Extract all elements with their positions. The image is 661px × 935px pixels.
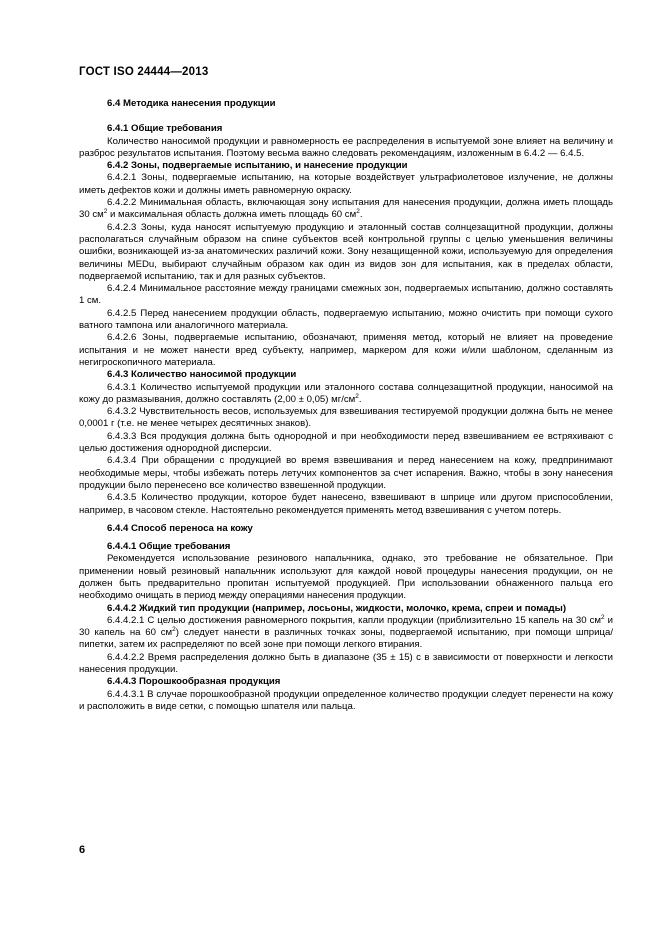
section-heading xyxy=(79,523,613,535)
superscript: 2 xyxy=(356,208,360,216)
body-paragraph xyxy=(79,222,613,283)
section-heading xyxy=(79,541,613,553)
superscript: 2 xyxy=(355,392,359,400)
text-run: Количество наносимой продукции и равномерность ее распределения в испытуемой зоне влияет на величину и разброс результатов испытания. Поэтому весьма важно следовать рекомендациям, изложенным в 6.4.2 — 6.4.5. xyxy=(79,135,613,159)
text-run: 6.4.2.6 Зоны, подвергаемые испытанию, обозначают, применяя метод, который не влияет на проведение испытания и не может нанести вред субъекту, например, маркером для кожи и/или шаблоном, сделанным из негигроскопичного материала. xyxy=(79,332,613,368)
body-paragraph xyxy=(79,406,613,431)
text-run: 6.4.4.2.1 С целью достижения равномерного покрытия, капли продукции (приблизительно 15 капель на 30 см xyxy=(107,614,601,626)
body-paragraph xyxy=(79,492,613,517)
text-run: 6.4.4.3 Порошкообразная продукция xyxy=(107,676,281,688)
text-run: ) следует нанести в различных точках зоны, подвергаемой испытанию, при помощи шприца/пипетки, затем их распределяют по всей зоне при помощи легкого втирания. xyxy=(79,627,613,651)
body-paragraph xyxy=(79,283,613,308)
body-paragraph xyxy=(79,308,613,333)
section-heading xyxy=(79,369,613,381)
body-paragraph xyxy=(79,431,613,456)
text-run: 6.4.2 Зоны, подвергаемые испытанию, и нанесение продукции xyxy=(107,160,408,172)
body-paragraph xyxy=(79,172,613,197)
text-run: и максимальная область должна иметь площадь 60 см xyxy=(107,209,357,221)
text-run: Рекомендуется использование резинового напальчника, однако, это требование не обязательное. При применении новый резиновый напальчник используют для каждой новой процедуры нанесения продукции, он не должен быть предварительно пропитан испытуемой продукцией. При использовании обнаженного пальца его необходимо очищать в период между операциями нанесения продукции. xyxy=(79,553,613,602)
text-run: 6.4.3.5 Количество продукции, которое будет нанесено, взвешивают в шприце или другом приспособлении, например, в часовом стекле. Настоятельно рекомендуется применять метод взвешивания с учетом потерь. xyxy=(79,492,613,516)
text-run: 6.4.2.5 Перед нанесением продукции область, подвергаемую испытанию, можно очистить при помощи сухого ватного тампона или аналогичного материала. xyxy=(79,307,613,332)
text-run: 6.4.3.1 Количество испытуемой продукции или эталонного состава солнцезащитной продукции, наносимой на кожу до размазывания, должно составлять (2,00 ± 0,05) мг/см xyxy=(79,381,613,405)
text-run: 6.4.4.3.1 В случае порошкообразной продукции определенное количество продукции следует перенести на кожу и расположить в виде сетки, с помощью шпателя или пальца. xyxy=(79,688,613,712)
text-run: 6.4.4.2.2 Время распределения должно быть в диапазоне (35 ± 15) с в зависимости от поверхности и легкости нанесения продукции. xyxy=(79,651,613,676)
text-run: 6.4.3 Количество наносимой продукции xyxy=(107,369,297,381)
document-body xyxy=(79,92,613,713)
body-paragraph xyxy=(79,615,613,652)
superscript: 2 xyxy=(103,208,108,216)
body-paragraph xyxy=(79,332,613,369)
text-run: 6.4.3.2 Чувствительность весов, используемых для взвешивания тестируемой продукции должна быть не менее 0,0001 г (т.е. не менее четырех десятичных знаков). xyxy=(79,406,613,430)
text-run: и 30 капель на 60 см xyxy=(79,614,614,639)
body-paragraph xyxy=(79,455,613,492)
section-heading xyxy=(79,603,613,615)
superscript: 2 xyxy=(601,613,605,621)
document-header: ГОСТ ISO 24444—2013 xyxy=(79,66,209,78)
page-number: 6 xyxy=(79,844,86,856)
superscript: 2 xyxy=(172,626,176,634)
body-paragraph xyxy=(79,136,613,161)
text-run: 6.4.2.1 Зоны, подвергаемые испытанию, на которые воздействует ультрафиолетовое излучение, не должны иметь дефектов кожи и должны иметь равномерную окраску. xyxy=(79,172,613,196)
text-run: 6.4.4.1 Общие требования xyxy=(107,541,231,553)
text-run: 6.4.2.2 Минимальная область, включающая зону испытания для нанесения продукции, должна иметь площадь 30 см xyxy=(79,197,613,221)
text-run: 6.4.4 Способ переноса на кожу xyxy=(107,522,253,534)
text-run: 6.4.4.2 Жидкий тип продукции (например, лосьоны, жидкости, молочко, крема, спреи и помады) xyxy=(107,602,567,614)
text-run: 6.4.2.3 Зоны, куда наносят испытуемую продукцию и эталонный состав солнцезащитной продукции, должны располагаться случайным образом на спине субъектов всей контрольной группы с целью уменьшения величины ошибки, возникающей из-за анатомических различий кожи. Зону незащищенной кожи, используемую для определения величины MEDu, выбирают случайным образом как один из видов зон для испытания, как в пределах области, подвергаемой испытанию, так и для разных субъектов. xyxy=(79,221,613,282)
body-paragraph xyxy=(79,197,613,222)
text-run: 6.4.3.4 При обращении с продукцией во время взвешивания и перед нанесением на кожу, предпринимают необходимые меры, чтобы избежать потерь летучих компонентов за счет испарения. Важно, чтобы в зону нанесения продукции было перенесено все количество взвешенной продукции. xyxy=(79,455,613,491)
text-run: 6.4 Методика нанесения продукции xyxy=(107,98,276,109)
text-run: 6.4.3.3 Вся продукция должна быть однородной и при необходимости перед взвешиванием ее встряхивают с целью достижения однородной дисперсии. xyxy=(79,430,613,455)
section-heading xyxy=(79,98,613,110)
text-run: 6.4.2.4 Минимальное расстояние между границами смежных зон, подвергаемых испытанию, должно составлять 1 см. xyxy=(79,283,613,307)
body-paragraph xyxy=(79,382,613,407)
body-paragraph xyxy=(79,652,613,677)
section-heading xyxy=(79,123,613,135)
body-paragraph xyxy=(79,689,613,714)
text-run: 6.4.1 Общие требования xyxy=(107,123,223,135)
text-run: . xyxy=(359,209,363,221)
body-paragraph xyxy=(79,553,613,602)
text-run: . xyxy=(358,393,362,405)
section-heading xyxy=(79,676,613,688)
section-heading xyxy=(79,160,613,172)
